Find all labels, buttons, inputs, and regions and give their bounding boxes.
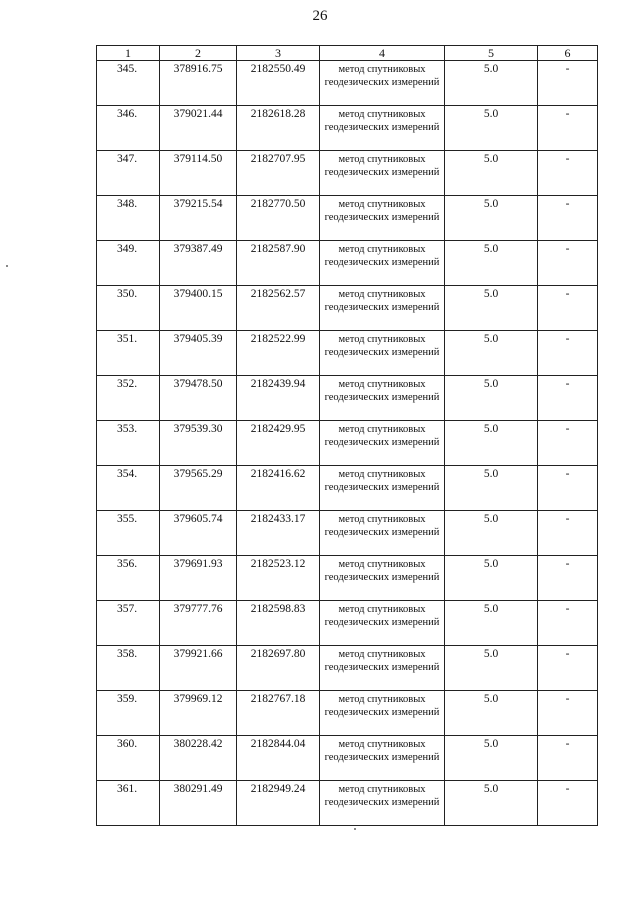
point-number-cell: 358. bbox=[97, 646, 160, 691]
note-cell: - bbox=[538, 241, 598, 286]
x-coordinate-cell: 379405.39 bbox=[160, 331, 237, 376]
accuracy-cell: 5.0 bbox=[445, 196, 538, 241]
table-row bbox=[97, 511, 598, 556]
table-row bbox=[97, 196, 598, 241]
note-cell: - bbox=[538, 421, 598, 466]
x-coordinate-cell: 378916.75 bbox=[160, 61, 237, 106]
point-number-cell: 345. bbox=[97, 61, 160, 106]
note-cell: - bbox=[538, 511, 598, 556]
y-coordinate-cell: 2182522.99 bbox=[237, 331, 320, 376]
y-coordinate-cell: 2182587.90 bbox=[237, 241, 320, 286]
method-cell: метод спутниковых геодезических измерений bbox=[320, 241, 445, 286]
method-cell: метод спутниковых геодезических измерений bbox=[320, 376, 445, 421]
table-row bbox=[97, 61, 598, 106]
y-coordinate-cell: 2182433.17 bbox=[237, 511, 320, 556]
y-coordinate-cell: 2182523.12 bbox=[237, 556, 320, 601]
note-cell: - bbox=[538, 106, 598, 151]
note-cell: - bbox=[538, 196, 598, 241]
x-coordinate-cell: 379777.76 bbox=[160, 601, 237, 646]
note-cell: - bbox=[538, 556, 598, 601]
method-cell: метод спутниковых геодезических измерений bbox=[320, 511, 445, 556]
method-cell: метод спутниковых геодезических измерений bbox=[320, 691, 445, 736]
x-coordinate-cell: 379691.93 bbox=[160, 556, 237, 601]
method-cell: метод спутниковых геодезических измерений bbox=[320, 601, 445, 646]
accuracy-cell: 5.0 bbox=[445, 646, 538, 691]
table-row bbox=[97, 556, 598, 601]
table-row bbox=[97, 286, 598, 331]
column-header-5: 5 bbox=[445, 46, 538, 61]
y-coordinate-cell: 2182770.50 bbox=[237, 196, 320, 241]
y-coordinate-cell: 2182618.28 bbox=[237, 106, 320, 151]
table-row bbox=[97, 691, 598, 736]
column-header-2: 2 bbox=[160, 46, 237, 61]
x-coordinate-cell: 379565.29 bbox=[160, 466, 237, 511]
note-cell: - bbox=[538, 736, 598, 781]
y-coordinate-cell: 2182707.95 bbox=[237, 151, 320, 196]
accuracy-cell: 5.0 bbox=[445, 601, 538, 646]
table-row bbox=[97, 241, 598, 286]
point-number-cell: 356. bbox=[97, 556, 160, 601]
accuracy-cell: 5.0 bbox=[445, 241, 538, 286]
method-cell: метод спутниковых геодезических измерений bbox=[320, 781, 445, 826]
method-cell: метод спутниковых геодезических измерений bbox=[320, 151, 445, 196]
accuracy-cell: 5.0 bbox=[445, 781, 538, 826]
table-row bbox=[97, 601, 598, 646]
accuracy-cell: 5.0 bbox=[445, 286, 538, 331]
method-cell: метод спутниковых геодезических измерений bbox=[320, 466, 445, 511]
header-row bbox=[97, 46, 598, 61]
accuracy-cell: 5.0 bbox=[445, 331, 538, 376]
column-header-6: 6 bbox=[538, 46, 598, 61]
table-row bbox=[97, 421, 598, 466]
point-number-cell: 348. bbox=[97, 196, 160, 241]
y-coordinate-cell: 2182429.95 bbox=[237, 421, 320, 466]
x-coordinate-cell: 379478.50 bbox=[160, 376, 237, 421]
note-cell: - bbox=[538, 331, 598, 376]
method-cell: метод спутниковых геодезических измерений bbox=[320, 196, 445, 241]
point-number-cell: 349. bbox=[97, 241, 160, 286]
method-cell: метод спутниковых геодезических измерений bbox=[320, 286, 445, 331]
y-coordinate-cell: 2182844.04 bbox=[237, 736, 320, 781]
note-cell: - bbox=[538, 781, 598, 826]
x-coordinate-cell: 379539.30 bbox=[160, 421, 237, 466]
x-coordinate-cell: 379605.74 bbox=[160, 511, 237, 556]
y-coordinate-cell: 2182767.18 bbox=[237, 691, 320, 736]
method-cell: метод спутниковых геодезических измерений bbox=[320, 421, 445, 466]
note-cell: - bbox=[538, 286, 598, 331]
y-coordinate-cell: 2182949.24 bbox=[237, 781, 320, 826]
accuracy-cell: 5.0 bbox=[445, 691, 538, 736]
method-cell: метод спутниковых геодезических измерений bbox=[320, 61, 445, 106]
x-coordinate-cell: 380291.49 bbox=[160, 781, 237, 826]
point-number-cell: 346. bbox=[97, 106, 160, 151]
table-body bbox=[97, 61, 598, 826]
method-cell: метод спутниковых геодезических измерений bbox=[320, 556, 445, 601]
page-dot bbox=[354, 828, 356, 830]
x-coordinate-cell: 379387.49 bbox=[160, 241, 237, 286]
point-number-cell: 347. bbox=[97, 151, 160, 196]
note-cell: - bbox=[538, 691, 598, 736]
table-row bbox=[97, 151, 598, 196]
x-coordinate-cell: 379921.66 bbox=[160, 646, 237, 691]
point-number-cell: 350. bbox=[97, 286, 160, 331]
y-coordinate-cell: 2182416.62 bbox=[237, 466, 320, 511]
accuracy-cell: 5.0 bbox=[445, 511, 538, 556]
x-coordinate-cell: 379021.44 bbox=[160, 106, 237, 151]
table-row bbox=[97, 466, 598, 511]
table-row bbox=[97, 646, 598, 691]
method-cell: метод спутниковых геодезических измерений bbox=[320, 646, 445, 691]
x-coordinate-cell: 379215.54 bbox=[160, 196, 237, 241]
table-row bbox=[97, 376, 598, 421]
page-number: 26 bbox=[312, 8, 328, 24]
note-cell: - bbox=[538, 646, 598, 691]
accuracy-cell: 5.0 bbox=[445, 466, 538, 511]
accuracy-cell: 5.0 bbox=[445, 556, 538, 601]
column-header-1: 1 bbox=[97, 46, 160, 61]
point-number-cell: 357. bbox=[97, 601, 160, 646]
accuracy-cell: 5.0 bbox=[445, 151, 538, 196]
note-cell: - bbox=[538, 376, 598, 421]
accuracy-cell: 5.0 bbox=[445, 376, 538, 421]
point-number-cell: 355. bbox=[97, 511, 160, 556]
note-cell: - bbox=[538, 601, 598, 646]
table-row bbox=[97, 781, 598, 826]
accuracy-cell: 5.0 bbox=[445, 106, 538, 151]
x-coordinate-cell: 379400.15 bbox=[160, 286, 237, 331]
x-coordinate-cell: 380228.42 bbox=[160, 736, 237, 781]
note-cell: - bbox=[538, 466, 598, 511]
note-cell: - bbox=[538, 151, 598, 196]
table-row bbox=[97, 331, 598, 376]
table-row bbox=[97, 106, 598, 151]
y-coordinate-cell: 2182598.83 bbox=[237, 601, 320, 646]
accuracy-cell: 5.0 bbox=[445, 736, 538, 781]
point-number-cell: 359. bbox=[97, 691, 160, 736]
coordinates-table bbox=[96, 45, 598, 826]
point-number-cell: 361. bbox=[97, 781, 160, 826]
point-number-cell: 353. bbox=[97, 421, 160, 466]
accuracy-cell: 5.0 bbox=[445, 61, 538, 106]
x-coordinate-cell: 379114.50 bbox=[160, 151, 237, 196]
y-coordinate-cell: 2182697.80 bbox=[237, 646, 320, 691]
point-number-cell: 354. bbox=[97, 466, 160, 511]
point-number-cell: 351. bbox=[97, 331, 160, 376]
method-cell: метод спутниковых геодезических измерений bbox=[320, 331, 445, 376]
y-coordinate-cell: 2182550.49 bbox=[237, 61, 320, 106]
column-header-4: 4 bbox=[320, 46, 445, 61]
column-header-3: 3 bbox=[237, 46, 320, 61]
table-row bbox=[97, 736, 598, 781]
note-cell: - bbox=[538, 61, 598, 106]
point-number-cell: 352. bbox=[97, 376, 160, 421]
y-coordinate-cell: 2182562.57 bbox=[237, 286, 320, 331]
accuracy-cell: 5.0 bbox=[445, 421, 538, 466]
x-coordinate-cell: 379969.12 bbox=[160, 691, 237, 736]
margin-mark bbox=[6, 265, 8, 267]
method-cell: метод спутниковых геодезических измерений bbox=[320, 736, 445, 781]
point-number-cell: 360. bbox=[97, 736, 160, 781]
y-coordinate-cell: 2182439.94 bbox=[237, 376, 320, 421]
method-cell: метод спутниковых геодезических измерений bbox=[320, 106, 445, 151]
